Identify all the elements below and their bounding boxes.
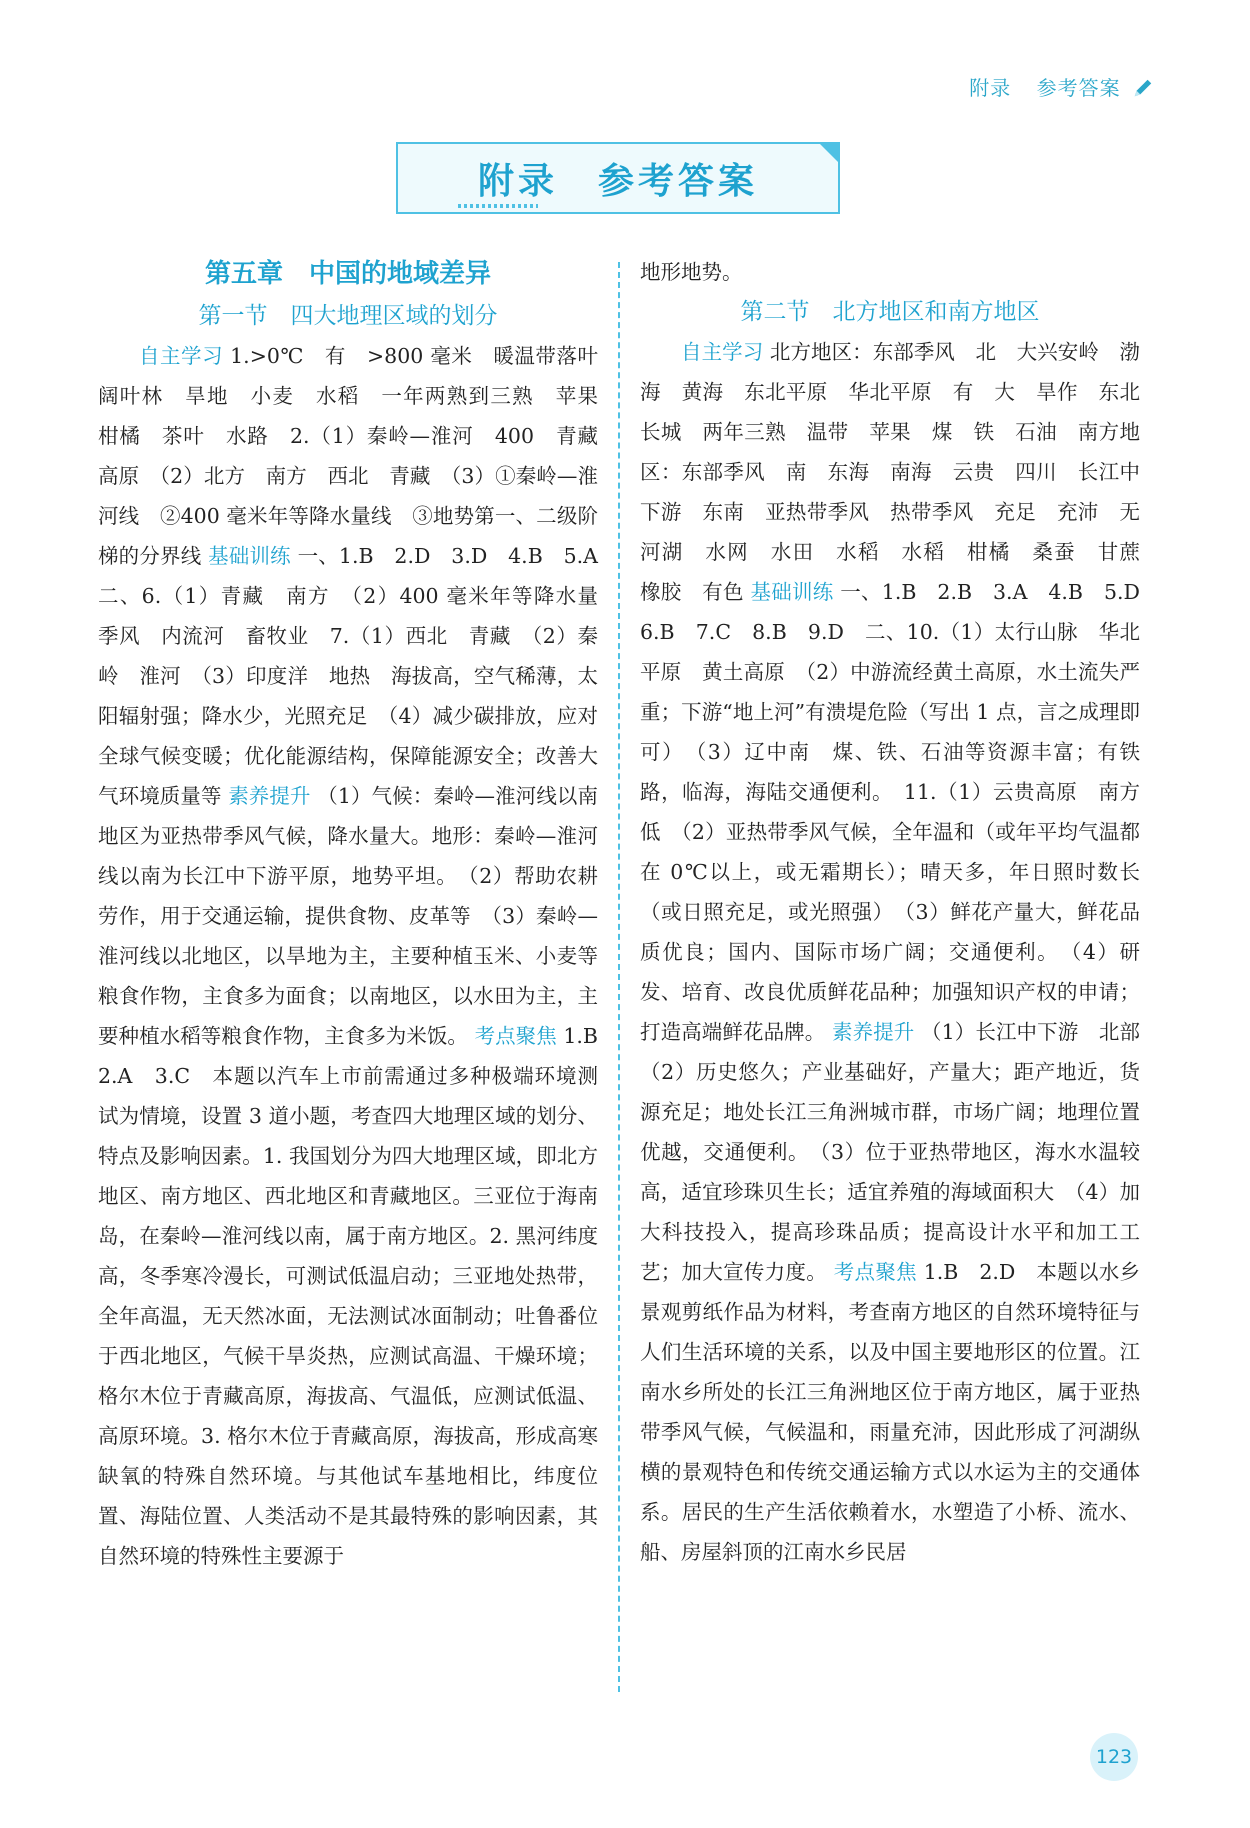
tag-literacy: 素养提升 bbox=[228, 784, 311, 808]
answer-text: （1）气候：秦岭—淮河线以南地区为亚热带季风气候，降水量大。地形：秦岭—淮河线以南为长江中下游平原，地势平坦。 （2）帮助农耕劳作，用于交通运输，提供食物、皮革等 （3）秦岭—淮河线以北地区，以旱地为主，主要种植玉米、小麦等粮食作物，主食多为面食；以南地区，以水田为主，主要种植水稻等粮食作物，主食多为米饭。 bbox=[98, 784, 599, 1048]
tag-self-study: 自主学习 bbox=[139, 344, 224, 368]
answer-text: 一、1.B 2.B 3.A 4.B 5.D 6.B 7.C 8.B 9.D 二、10.（1）太行山脉 华北平原 黄土高原 （2）中游流经黄土高原，水土流失严重；下游“地上河”有溃堤危险（写出 1 点，言之成理即可） （3）辽中南 煤、铁、石油等资源丰富；有铁路，临海，海陆交通便利。 11.（1）云贵高原 南方 低 （2）亚热带季风气候，全年温和（或年平均气温都在 0℃以上，或无霜期长）；晴天多，年日照时数长（或日照充足，或光照强） （3）鲜花产量大，鲜花品质优良；国内、国际市场广阔；交通便利。 （4）研发、培育、改良优质鲜花品种；加强知识产权的申请；打造高端鲜花品牌。 bbox=[640, 580, 1161, 1044]
header-appendix: 附录 bbox=[969, 76, 1012, 100]
tag-basic-training: 基础训练 bbox=[750, 580, 834, 604]
right-column bbox=[640, 252, 1161, 1572]
answer-text: 一、1.B 2.D 3.D 4.B 5.A 二、6.（1）青藏 南方 （2）400 毫米年等降水量 季风 内流河 畜牧业 7.（1）西北 青藏 （2）秦岭 淮河 （3）印度洋 地热 海拔高，空气稀薄，太阳辐射强；降水少，光照充足 （4）减少碳排放，应对全球气候变暖；优化能源结构，保障能源安全；改善大气环境质量等 bbox=[98, 544, 619, 808]
pencil-icon bbox=[1132, 77, 1154, 99]
answer-paragraph bbox=[640, 332, 1161, 1572]
corner-fold-icon bbox=[818, 142, 840, 164]
tag-literacy: 素养提升 bbox=[832, 1020, 915, 1044]
title-answers: 参考答案 bbox=[598, 160, 759, 202]
section-title-2: 第二节 北方地区和南方地区 bbox=[740, 299, 1040, 325]
column-divider bbox=[618, 262, 620, 1692]
answer-text: （1）长江中下游 北部 （2）历史悠久；产业基础好，产量大；距产地近，货源充足；地处长江三角洲城市群，市场广阔；地理位置优越，交通便利。 （3）位于亚热带地区，海水水温较高，适宜珍珠贝生长；适宜养殖的海域面积大 （4）加大科技投入，提高珍珠品质；提高设计水平和加工工艺；加大宣传力度。 bbox=[640, 1020, 1161, 1284]
running-header bbox=[951, 72, 1154, 101]
left-column bbox=[98, 252, 619, 1576]
tag-focus: 考点聚焦 bbox=[833, 1260, 917, 1284]
tag-basic-training: 基础训练 bbox=[208, 544, 291, 568]
continuation-text: 地形地势。 bbox=[640, 260, 743, 284]
decorative-dots bbox=[458, 204, 538, 208]
tag-self-study: 自主学习 bbox=[681, 340, 764, 364]
answer-text: 1.>0℃ 有 >800 毫米 暖温带落叶阔叶林 旱地 小麦 水稻 一年两熟到三熟 苹果 柑橘 茶叶 水路 2.（1）秦岭—淮河 400 青藏高原 （2）北方 南方 西北 青藏 （3）①秦岭—淮河线 ②400 毫米年等降水量线 ③地势第一、二级阶梯的分界线 bbox=[98, 344, 619, 568]
answer-paragraph bbox=[98, 336, 619, 1576]
header-answers: 参考答案 bbox=[1036, 76, 1121, 100]
answer-text: 北方地区：东部季风 北 大兴安岭 渤海 黄海 东北平原 华北平原 有 大 旱作 东北 长城 两年三熟 温带 苹果 煤 铁 石油 南方地区：东部季风 南 东海 南海 云贵 四川 长江中下游 东南 亚热带季风 热带季风 充足 充沛 无 河湖 水网 水田 水稻 水稻 柑橘 桑蚕 甘蔗 橡胶 有色 bbox=[640, 340, 1161, 604]
title-appendix: 附录 bbox=[477, 160, 558, 202]
answer-text: 1.B 2.A 3.C 本题以汽车上市前需通过多种极端环境测试为情境，设置 3 道小题，考查四大地理区域的划分、特点及影响因素。1. 我国划分为四大地理区域，即北方地区、南方地区、西北地区和青藏地区。三亚位于海南岛，在秦岭—淮河线以南，属于南方地区。2. 黑河纬度高，冬季寒冷漫长，可测试低温启动；三亚地处热带，全年高温，无天然冰面，无法测试冰面制动；吐鲁番位于西北地区，气候干旱炎热，应测试高温、干燥环境；格尔木位于青藏高原，海拔高、气温低，应测试低温、高原环境。3. 格尔木位于青藏高原，海拔高，形成高寒缺氧的特殊自然环境。与其他试车基地相比，纬度位置、海陆位置、人类活动不是其最特殊的影响因素，其自然环境的特殊性主要源于 bbox=[98, 1024, 619, 1568]
page-title bbox=[396, 142, 840, 214]
tag-focus: 考点聚焦 bbox=[474, 1024, 557, 1048]
page-number: 123 bbox=[1090, 1733, 1138, 1781]
answer-text: 1.B 2.D 本题以水乡景观剪纸作品为材料，考查南方地区的自然环境特征与人们生活环境的关系，以及中国主要地形区的位置。江南水乡所处的长江三角洲地区位于南方地区，属于亚热带季风气候，气候温和，雨量充沛，因此形成了河湖纵横的景观特色和传统交通运输方式以水运为主的交通体系。居民的生产生活依赖着水，水塑造了小桥、流水、船、房屋斜顶的江南水乡民居 bbox=[640, 1260, 1141, 1564]
chapter-title: 第五章 中国的地域差异 bbox=[204, 259, 491, 289]
section-title-1: 第一节 四大地理区域的划分 bbox=[198, 303, 498, 329]
